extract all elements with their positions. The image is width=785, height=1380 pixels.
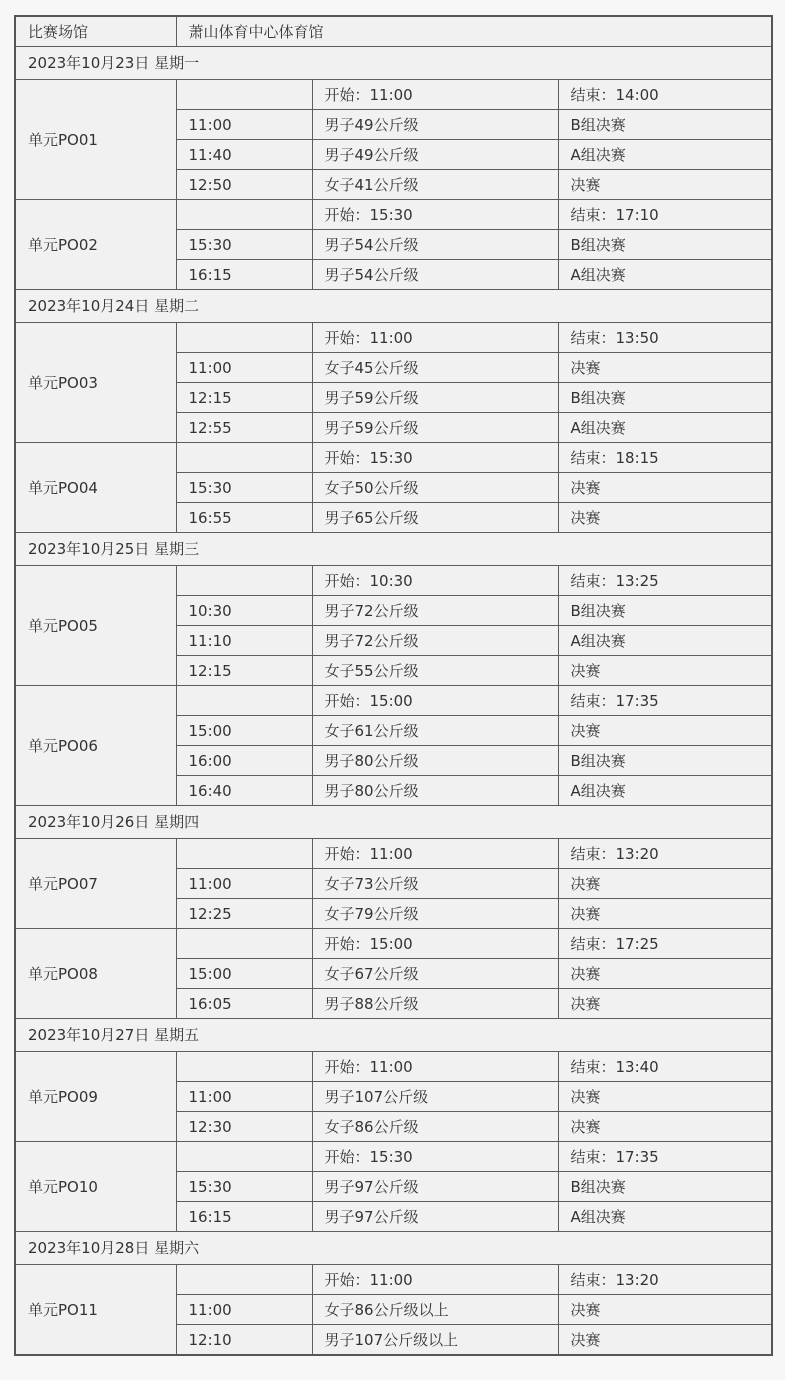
event-stage-cell: 决赛 <box>558 353 772 383</box>
event-stage-cell: 决赛 <box>558 989 772 1019</box>
event-name-cell: 女子79公斤级 <box>312 899 558 929</box>
venue-row <box>15 16 772 47</box>
event-name-cell: 男子49公斤级 <box>312 140 558 170</box>
unit-start-cell: 开始：15:30 <box>312 1142 558 1172</box>
event-stage-cell: A组决赛 <box>558 413 772 443</box>
event-time-cell: 15:00 <box>176 959 312 989</box>
unit-name-cell: 单元PO01 <box>15 80 176 200</box>
unit-start-cell: 开始：11:00 <box>312 80 558 110</box>
event-time-cell: 12:30 <box>176 1112 312 1142</box>
unit-empty-cell <box>176 443 312 473</box>
event-name-cell: 女子41公斤级 <box>312 170 558 200</box>
unit-empty-cell <box>176 566 312 596</box>
unit-empty-cell <box>176 686 312 716</box>
unit-start-cell: 开始：10:30 <box>312 566 558 596</box>
event-stage-cell: A组决赛 <box>558 140 772 170</box>
event-time-cell: 12:55 <box>176 413 312 443</box>
unit-header-row <box>15 929 772 959</box>
event-stage-cell: B组决赛 <box>558 110 772 140</box>
event-stage-cell: B组决赛 <box>558 1172 772 1202</box>
unit-name-cell: 单元PO09 <box>15 1052 176 1142</box>
event-name-cell: 男子54公斤级 <box>312 230 558 260</box>
unit-header-row <box>15 1142 772 1172</box>
event-stage-cell: 决赛 <box>558 1325 772 1356</box>
event-time-cell: 12:50 <box>176 170 312 200</box>
date-row <box>15 47 772 80</box>
event-name-cell: 男子59公斤级 <box>312 413 558 443</box>
event-time-cell: 16:15 <box>176 1202 312 1232</box>
unit-header-row <box>15 839 772 869</box>
unit-header-row <box>15 323 772 353</box>
event-time-cell: 11:00 <box>176 1295 312 1325</box>
unit-start-cell: 开始：15:00 <box>312 686 558 716</box>
schedule-body <box>15 16 772 1355</box>
unit-end-cell: 结束：17:25 <box>558 929 772 959</box>
date-row <box>15 290 772 323</box>
event-stage-cell: 决赛 <box>558 170 772 200</box>
unit-name-cell: 单元PO04 <box>15 443 176 533</box>
event-time-cell: 12:25 <box>176 899 312 929</box>
event-time-cell: 15:00 <box>176 716 312 746</box>
event-time-cell: 11:40 <box>176 140 312 170</box>
unit-name-cell: 单元PO02 <box>15 200 176 290</box>
event-stage-cell: 决赛 <box>558 899 772 929</box>
date-cell: 2023年10月25日 星期三 <box>15 533 772 566</box>
date-cell: 2023年10月26日 星期四 <box>15 806 772 839</box>
unit-empty-cell <box>176 1052 312 1082</box>
event-time-cell: 11:00 <box>176 110 312 140</box>
date-row <box>15 533 772 566</box>
event-name-cell: 男子59公斤级 <box>312 383 558 413</box>
event-time-cell: 11:00 <box>176 353 312 383</box>
unit-end-cell: 结束：13:40 <box>558 1052 772 1082</box>
unit-header-row <box>15 443 772 473</box>
date-cell: 2023年10月23日 星期一 <box>15 47 772 80</box>
event-name-cell: 男子49公斤级 <box>312 110 558 140</box>
unit-header-row <box>15 80 772 110</box>
venue-value: 萧山体育中心体育馆 <box>176 16 772 47</box>
unit-header-row <box>15 1052 772 1082</box>
event-stage-cell: 决赛 <box>558 473 772 503</box>
event-name-cell: 女子45公斤级 <box>312 353 558 383</box>
event-time-cell: 15:30 <box>176 473 312 503</box>
event-name-cell: 男子88公斤级 <box>312 989 558 1019</box>
unit-name-cell: 单元PO08 <box>15 929 176 1019</box>
unit-name-cell: 单元PO06 <box>15 686 176 806</box>
event-stage-cell: 决赛 <box>558 1295 772 1325</box>
unit-end-cell: 结束：17:10 <box>558 200 772 230</box>
event-name-cell: 女子73公斤级 <box>312 869 558 899</box>
unit-empty-cell <box>176 1142 312 1172</box>
event-time-cell: 11:00 <box>176 869 312 899</box>
unit-start-cell: 开始：11:00 <box>312 1265 558 1295</box>
event-time-cell: 15:30 <box>176 1172 312 1202</box>
date-cell: 2023年10月27日 星期五 <box>15 1019 772 1052</box>
event-name-cell: 男子80公斤级 <box>312 776 558 806</box>
event-stage-cell: A组决赛 <box>558 776 772 806</box>
unit-end-cell: 结束：13:20 <box>558 839 772 869</box>
unit-header-row <box>15 686 772 716</box>
event-time-cell: 10:30 <box>176 596 312 626</box>
event-name-cell: 男子72公斤级 <box>312 596 558 626</box>
unit-empty-cell <box>176 1265 312 1295</box>
event-name-cell: 男子97公斤级 <box>312 1202 558 1232</box>
unit-end-cell: 结束：13:20 <box>558 1265 772 1295</box>
event-time-cell: 16:15 <box>176 260 312 290</box>
unit-name-cell: 单元PO11 <box>15 1265 176 1356</box>
event-time-cell: 11:00 <box>176 1082 312 1112</box>
event-time-cell: 12:10 <box>176 1325 312 1356</box>
unit-name-cell: 单元PO03 <box>15 323 176 443</box>
unit-header-row <box>15 566 772 596</box>
event-stage-cell: A组决赛 <box>558 626 772 656</box>
event-time-cell: 16:05 <box>176 989 312 1019</box>
unit-end-cell: 结束：14:00 <box>558 80 772 110</box>
date-row <box>15 806 772 839</box>
event-name-cell: 男子65公斤级 <box>312 503 558 533</box>
unit-header-row <box>15 200 772 230</box>
unit-empty-cell <box>176 80 312 110</box>
event-stage-cell: B组决赛 <box>558 383 772 413</box>
unit-start-cell: 开始：11:00 <box>312 323 558 353</box>
unit-start-cell: 开始：15:30 <box>312 443 558 473</box>
event-stage-cell: B组决赛 <box>558 746 772 776</box>
event-time-cell: 12:15 <box>176 656 312 686</box>
event-name-cell: 男子80公斤级 <box>312 746 558 776</box>
venue-label: 比赛场馆 <box>15 16 176 47</box>
unit-start-cell: 开始：15:30 <box>312 200 558 230</box>
event-name-cell: 男子54公斤级 <box>312 260 558 290</box>
unit-header-row <box>15 1265 772 1295</box>
event-name-cell: 女子55公斤级 <box>312 656 558 686</box>
event-stage-cell: 决赛 <box>558 959 772 989</box>
event-name-cell: 女子50公斤级 <box>312 473 558 503</box>
unit-end-cell: 结束：13:25 <box>558 566 772 596</box>
date-cell: 2023年10月24日 星期二 <box>15 290 772 323</box>
unit-end-cell: 结束：18:15 <box>558 443 772 473</box>
unit-empty-cell <box>176 200 312 230</box>
event-name-cell: 女子86公斤级 <box>312 1112 558 1142</box>
unit-start-cell: 开始：11:00 <box>312 1052 558 1082</box>
event-stage-cell: 决赛 <box>558 716 772 746</box>
date-cell: 2023年10月28日 星期六 <box>15 1232 772 1265</box>
unit-start-cell: 开始：15:00 <box>312 929 558 959</box>
event-time-cell: 15:30 <box>176 230 312 260</box>
event-time-cell: 16:40 <box>176 776 312 806</box>
event-name-cell: 男子97公斤级 <box>312 1172 558 1202</box>
unit-end-cell: 结束：17:35 <box>558 1142 772 1172</box>
schedule-table <box>14 15 773 1356</box>
unit-empty-cell <box>176 929 312 959</box>
date-row <box>15 1019 772 1052</box>
event-stage-cell: 决赛 <box>558 869 772 899</box>
event-stage-cell: A组决赛 <box>558 1202 772 1232</box>
event-time-cell: 16:00 <box>176 746 312 776</box>
event-stage-cell: 决赛 <box>558 1082 772 1112</box>
event-name-cell: 女子86公斤级以上 <box>312 1295 558 1325</box>
unit-end-cell: 结束：17:35 <box>558 686 772 716</box>
event-time-cell: 16:55 <box>176 503 312 533</box>
event-name-cell: 女子61公斤级 <box>312 716 558 746</box>
unit-name-cell: 单元PO07 <box>15 839 176 929</box>
event-stage-cell: 决赛 <box>558 1112 772 1142</box>
event-name-cell: 男子107公斤级 <box>312 1082 558 1112</box>
event-stage-cell: B组决赛 <box>558 230 772 260</box>
unit-start-cell: 开始：11:00 <box>312 839 558 869</box>
event-stage-cell: B组决赛 <box>558 596 772 626</box>
event-stage-cell: 决赛 <box>558 503 772 533</box>
event-name-cell: 男子107公斤级以上 <box>312 1325 558 1356</box>
event-name-cell: 男子72公斤级 <box>312 626 558 656</box>
event-name-cell: 女子67公斤级 <box>312 959 558 989</box>
event-time-cell: 12:15 <box>176 383 312 413</box>
unit-name-cell: 单元PO05 <box>15 566 176 686</box>
unit-name-cell: 单元PO10 <box>15 1142 176 1232</box>
event-time-cell: 11:10 <box>176 626 312 656</box>
unit-end-cell: 结束：13:50 <box>558 323 772 353</box>
unit-empty-cell <box>176 323 312 353</box>
event-stage-cell: A组决赛 <box>558 260 772 290</box>
event-stage-cell: 决赛 <box>558 656 772 686</box>
date-row <box>15 1232 772 1265</box>
unit-empty-cell <box>176 839 312 869</box>
